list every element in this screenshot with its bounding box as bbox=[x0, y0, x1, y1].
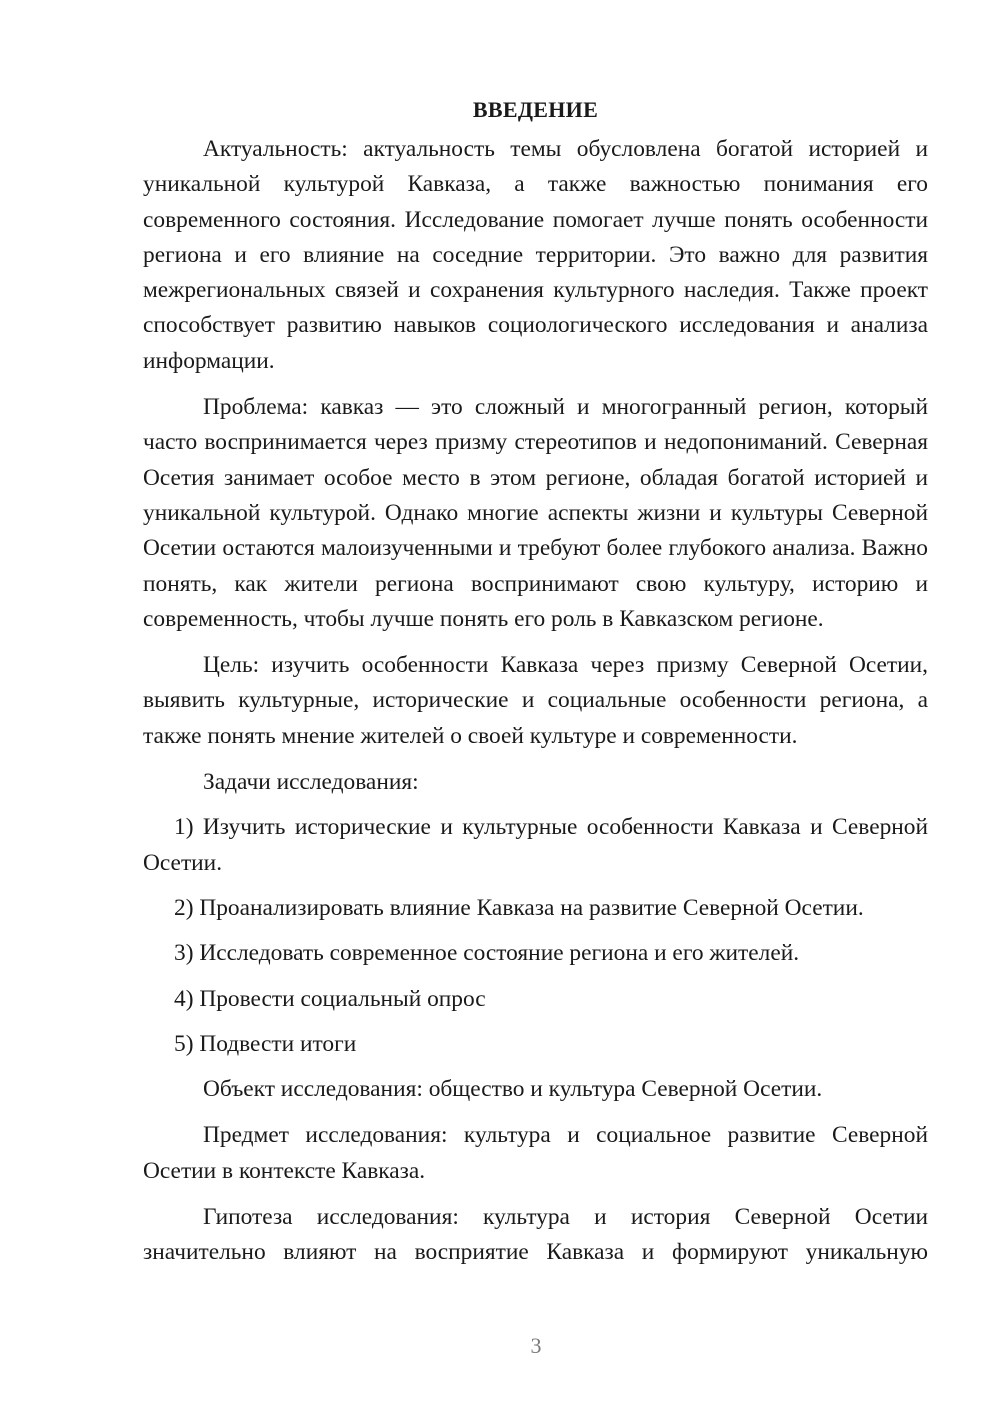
task-item-3: 3) Исследовать современное состояние региона и его жителей. bbox=[174, 940, 800, 967]
task-item-2: 2) Проанализировать влияние Кавказа на развитие Северной Осетии. bbox=[174, 894, 864, 921]
problem-paragraph: Проблема: кавказ — это сложный и многогранный регион, который часто воспринимается через призму стереотипов и недопониманий. Северная Осетия занимает особое место в этом регионе, обладая богатой историей и уникальной культурой. Однако многие аспекты жизни и культуры Северной Осетии остаются малоизученными и требуют более глубокого анализа. Важно понять, как жители региона воспринимают свою культуру, историю и современность, чтобы лучше понять его роль в Кавказском регионе. bbox=[143, 394, 928, 632]
task-item-4: 4) Провести социальный опрос bbox=[174, 985, 486, 1012]
page-title: ВВЕДЕНИЕ bbox=[472, 97, 599, 122]
hypothesis-paragraph: Гипотеза исследования: культура и история Северной Осетии значительно влияют на восприятие Кавказа и формируют уникальную bbox=[143, 1204, 928, 1266]
task-item-1: 1) Изучить исторические и культурные особенности Кавказа и Северной Осетии. bbox=[143, 814, 928, 876]
document-page bbox=[143, 92, 928, 1282]
tasks-heading: Задачи исследования: bbox=[203, 769, 419, 796]
page-number: 3 bbox=[530, 1333, 542, 1358]
relevance-paragraph: Актуальность: актуальность темы обусловлена богатой историей и уникальной культурой Кавказа, а также важностью понимания его современного состояния. Исследование помогает лучше понять особенности региона и его влияние на соседние территории. Это важно для развития межрегиональных связей и сохранения культурного наследия. Также проект способствует развитию навыков социологического исследования и анализа информации. bbox=[143, 136, 928, 374]
subject-paragraph: Предмет исследования: культура и социальное развитие Северной Осетии в контексте Кавказа. bbox=[143, 1122, 928, 1184]
object-paragraph: Объект исследования: общество и культура Северной Осетии. bbox=[203, 1076, 823, 1103]
goal-paragraph: Цель: изучить особенности Кавказа через призму Северной Осетии, выявить культурные, исторические и социальные особенности региона, а также понять мнение жителей о своей культуре и современности. bbox=[143, 652, 928, 749]
task-item-5: 5) Подвести итоги bbox=[174, 1030, 357, 1057]
